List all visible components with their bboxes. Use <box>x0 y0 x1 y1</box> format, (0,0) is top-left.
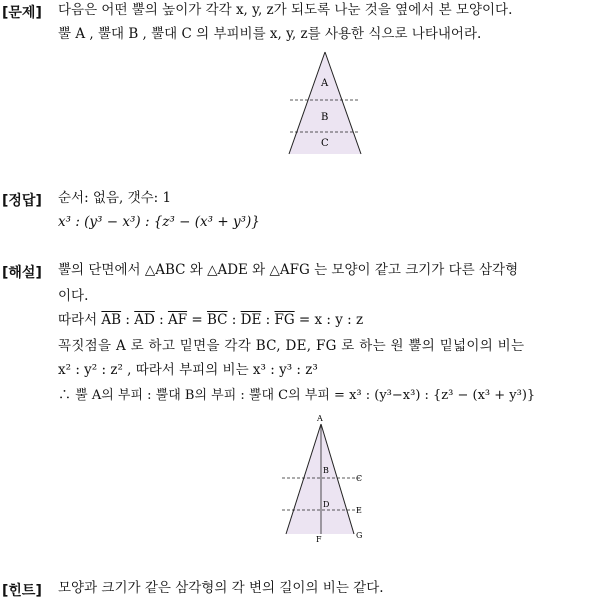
segment-fg: $\overline{FG}$ <box>274 312 295 328</box>
segment-de: $\overline{DE}$ <box>240 312 262 328</box>
figure-label-b: B <box>321 112 329 123</box>
line-3-suffix: = x : y : z <box>294 312 364 328</box>
figure-label-f: F <box>316 535 322 544</box>
answer-line-1: 순서: 없음, 갯수: 1 <box>58 190 172 206</box>
explanation-cone-figure <box>276 412 376 544</box>
figure-label-e: E <box>356 506 362 515</box>
line-3-prefix: 따라서 <box>58 312 102 328</box>
figure-label-g: G <box>356 531 363 540</box>
explanation-line-6: ∴ 뿔 A의 부피 : 뿔대 B의 부피 : 뿔대 C의 부피 = x³ : (y³−x³) : {z³ − (x³ + y³)} <box>58 388 536 403</box>
segment-ad: $\overline{AD}$ <box>134 312 155 328</box>
explanation-line-2: 이다. <box>58 288 89 304</box>
answer-tag: [정답] <box>2 193 42 209</box>
figure-label-a: A <box>317 414 323 423</box>
hint-line-1: 모양과 크기가 같은 삼각형의 각 변의 길이의 비는 같다. <box>58 580 384 596</box>
problem-tag: [문제] <box>2 5 42 21</box>
problem-cone-figure <box>280 50 370 158</box>
explanation-line-3: 따라서 $\overline{AB}$ : $\overline{AD}$ : $\overline{AF} = \overline{BC}$ : $\overline{DE}$ : $\overline{FG} = x$ : y : z <box>58 312 364 328</box>
hint-tag: [힌트] <box>2 583 42 599</box>
figure-label-a: A <box>321 78 329 89</box>
figure-label-d: D <box>323 500 330 509</box>
segment-af: $\overline{AF}$ <box>167 312 188 328</box>
segment-ab: $\overline{AB}$ <box>101 312 122 328</box>
figure-label-c: C <box>321 138 329 149</box>
explanation-line-5: x² : y² : z² , 따라서 부피의 비는 x³ : y³ : z³ <box>58 362 318 378</box>
answer-line-2: x³ : (y³ − x³) : {z³ − (x³ + y³)} <box>58 214 260 230</box>
explanation-line-1: 뿔의 단면에서 △ABC 와 △ADE 와 △AFG 는 모양이 같고 크기가 다른 삼각형 <box>58 262 519 278</box>
explanation-tag: [해설] <box>2 265 42 281</box>
figure-label-c: C <box>356 474 363 483</box>
explanation-line-4: 꼭짓점을 A 로 하고 밑면을 각각 BC, DE, FG 로 하는 원 뿔의 밑넓이의 비는 <box>58 338 525 354</box>
figure-label-b: B <box>323 466 329 475</box>
segment-bc: $\overline{BC}$ <box>206 312 228 328</box>
problem-line-2: 뿔 A , 뿔대 B , 뿔대 C 의 부피비를 x, y, z를 사용한 식으로 나타내어라. <box>58 26 482 42</box>
problem-line-1: 다음은 어떤 뿔의 높이가 각각 x, y, z가 되도록 나눈 것을 옆에서 본 모양이다. <box>58 2 513 18</box>
